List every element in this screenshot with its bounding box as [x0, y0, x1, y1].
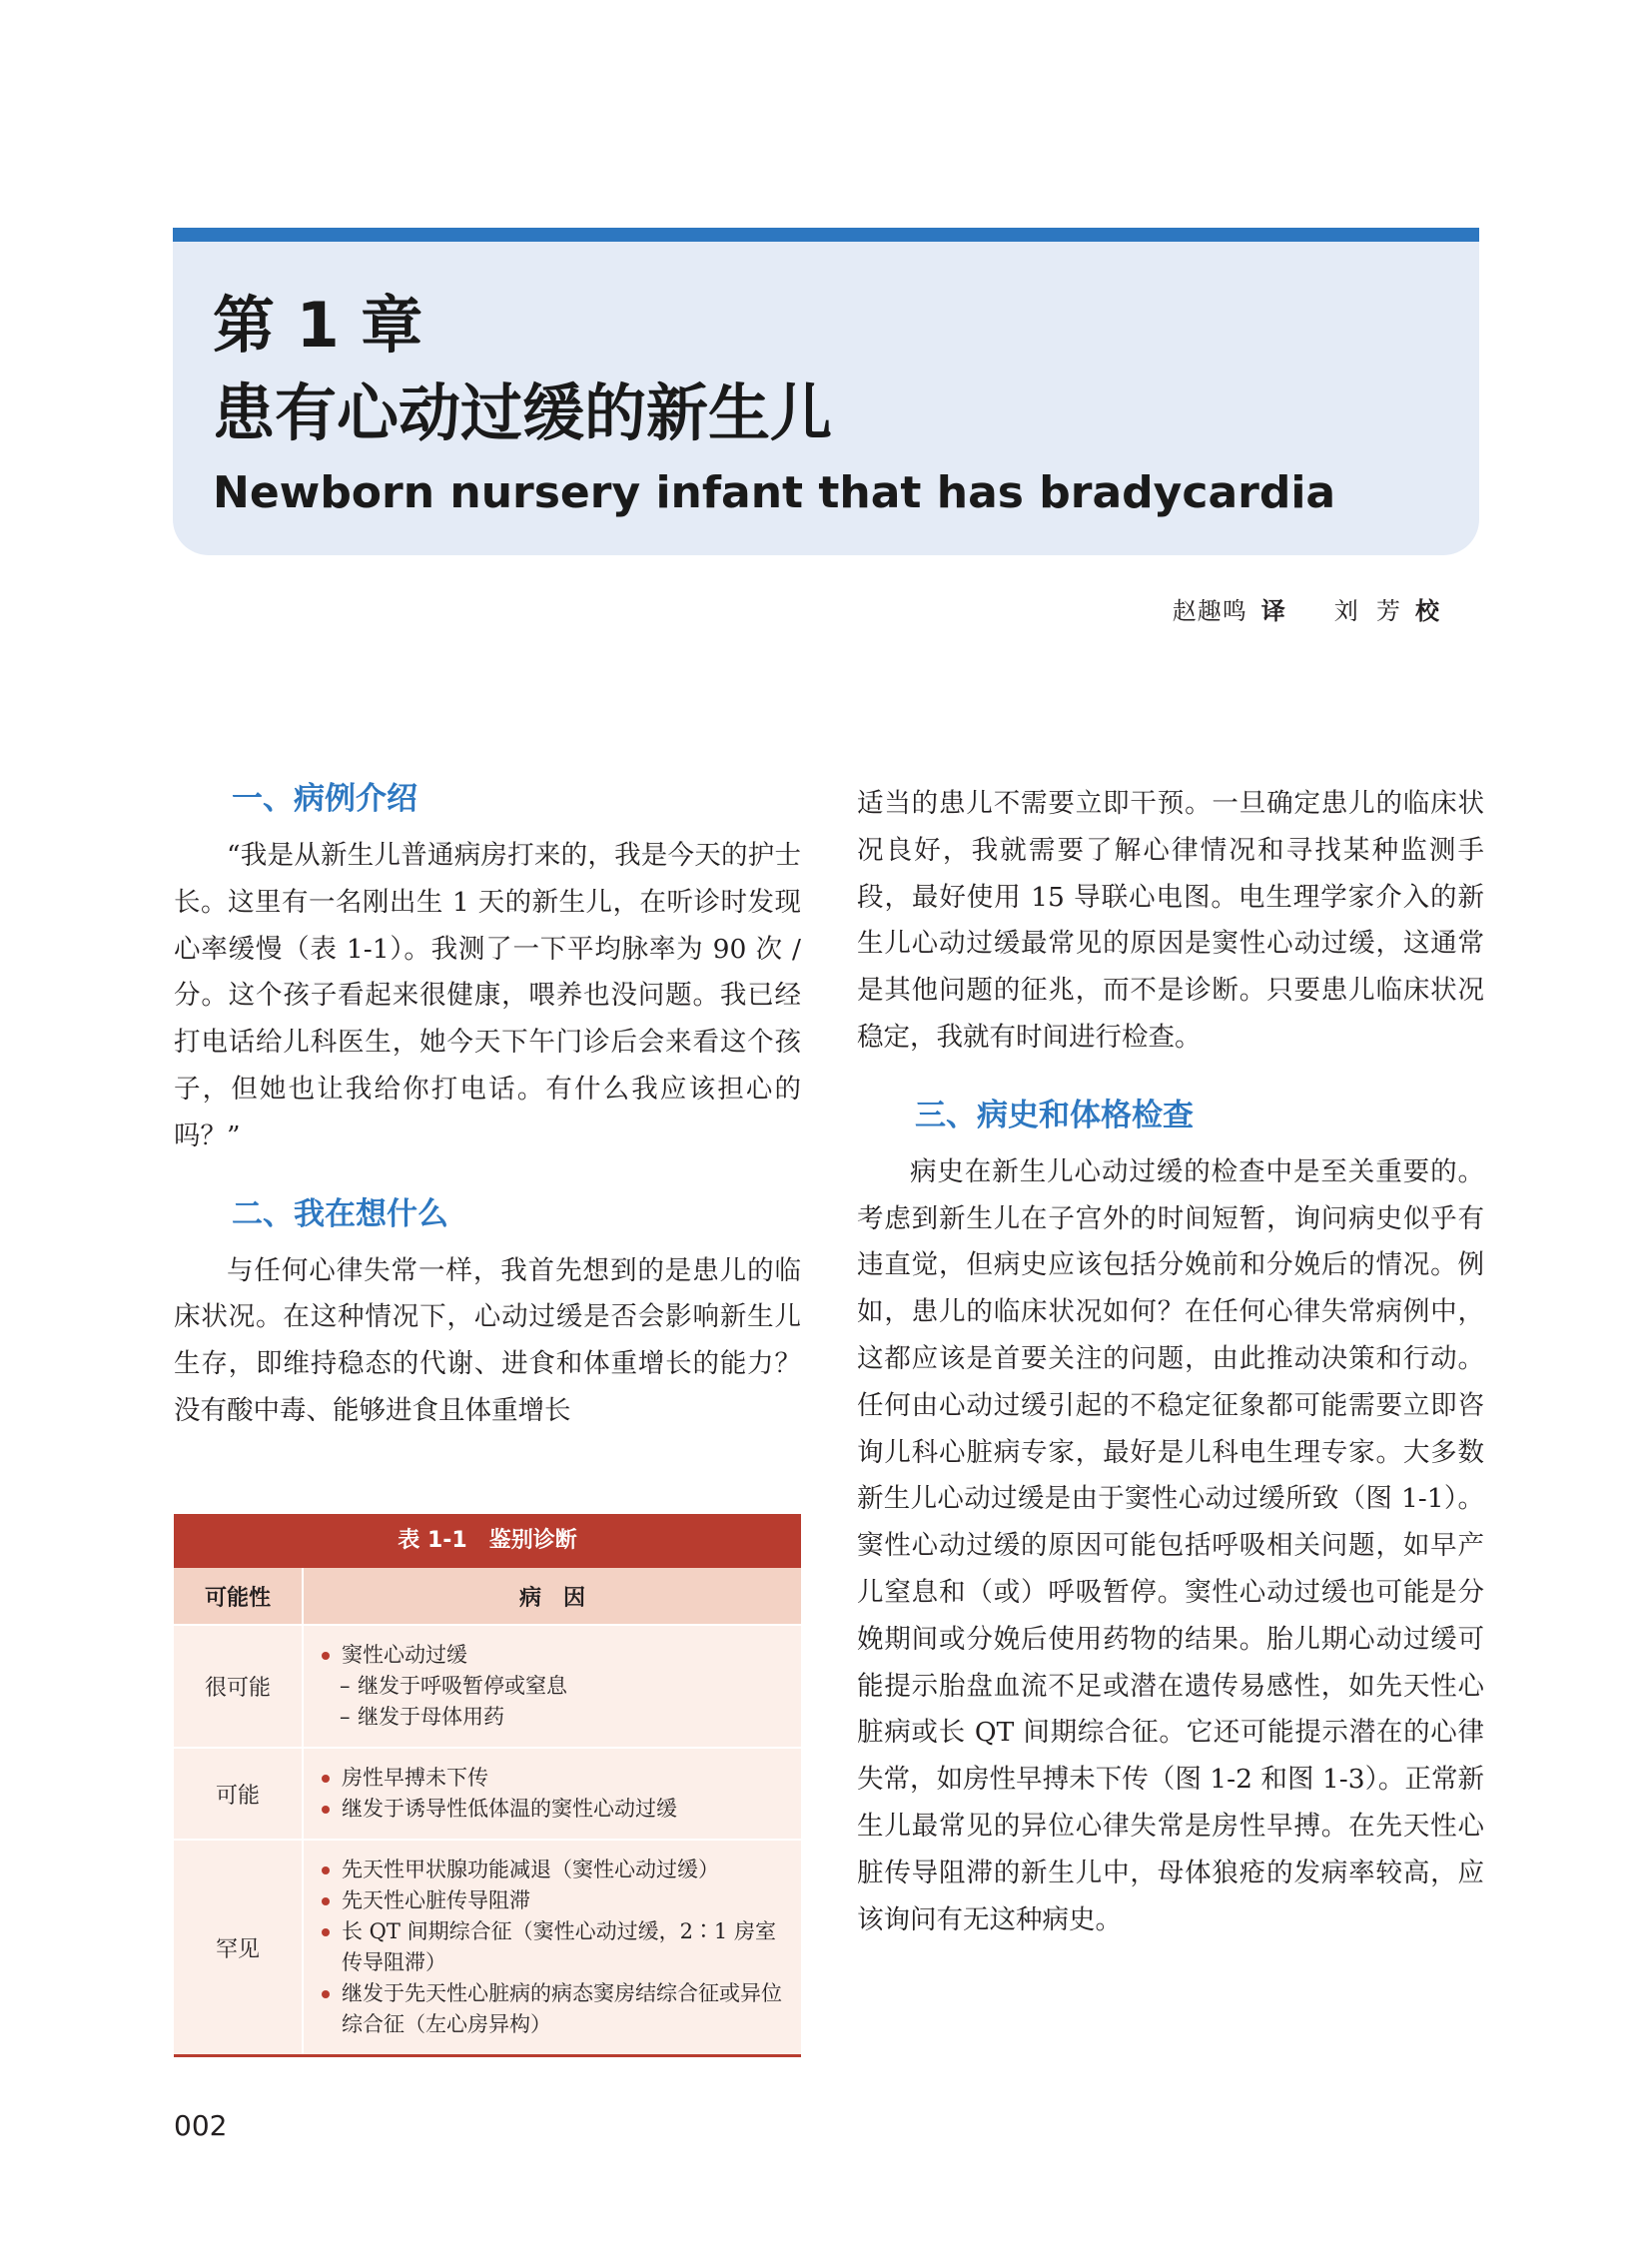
history-paragraph: 病史在新生儿心动过缓的检查中是至关重要的。考虑到新生儿在子宫外的时间短暂，询问病史似乎有违直觉，但病史应该包括分娩前和分娩后的情况。例如，患儿的临床状况如何？在任何心律失常病例中，这都应该是首要关注的问题，由此推动决策和行动。任何由心动过缓引起的不稳定征象都可能需要立即咨询儿科心脏病专家，最好是儿科电生理专家。大多数新生儿心动过缓是由于窦性心动过缓所致（图 1-1）。窦性心动过缓的原因可能包括呼吸相关问题，如早产儿窒息和（或）呼吸暂停。窦性心动过缓也可能是分娩期间或分娩后使用药物的结果。胎儿期心动过缓可能提示胎盘血流不足或潜在遗传易感性，如先天性心脏病或长 QT 间期综合征。它还可能提示潜在的心律失常，如房性早搏未下传（图 1-2 和图 1-3）。正常新生儿最常见的异位心律失常是房性早搏。在先天性心脏传导阻滞的新生儿中，母体狼疮的发病率较高，应该询问有无这种病史。 — [857, 1155, 1484, 1935]
cause-item: 先天性甲状腺功能减退（窦性心动过缓） — [318, 1855, 791, 1885]
cause-item: 先天性心脏传导阻滞 — [318, 1885, 791, 1916]
cause-item: 房性早搏未下传 — [318, 1763, 791, 1794]
credits-line — [1173, 591, 1440, 626]
header-cause: 病 因 — [303, 1568, 801, 1625]
cause-cell — [303, 1748, 801, 1840]
right-column — [857, 781, 1484, 1943]
title-top-bar — [173, 228, 1479, 242]
likelihood-cell: 罕见 — [174, 1840, 303, 2054]
section-heading-history: 三、病史和体格检查 — [915, 1097, 1194, 1133]
cause-subitem: – 继发于呼吸暂停或窒息 — [318, 1671, 791, 1702]
page-number: 002 — [174, 2109, 228, 2142]
table-bottom-rule — [174, 2054, 801, 2057]
section-heading-case: 一、病例介绍 — [232, 781, 417, 817]
cause-subitem: – 继发于母体用药 — [318, 1702, 791, 1733]
chapter-number: 第 1 章 — [213, 289, 423, 362]
chapter-title-panel — [173, 242, 1479, 555]
chapter-title-en: Newborn nursery infant that has bradycardia — [213, 467, 1336, 518]
cause-cell — [303, 1625, 801, 1748]
translator-role: 译 — [1260, 596, 1286, 625]
likelihood-cell: 很可能 — [174, 1625, 303, 1748]
diagnosis-table — [174, 1568, 801, 2054]
cause-item: 窦性心动过缓 — [318, 1640, 791, 1671]
cause-item: 长 QT 间期综合征（窦性心动过缓，2∶1 房室传导阻滞） — [318, 1916, 791, 1978]
table-row — [174, 1625, 801, 1748]
likelihood-cell: 可能 — [174, 1748, 303, 1840]
left-column — [174, 775, 801, 1435]
header-likelihood: 可能性 — [174, 1568, 303, 1625]
table-header-row — [174, 1568, 801, 1625]
cause-item: 继发于先天性心脏病的病态窦房结综合征或异位综合征（左心房异构） — [318, 1978, 791, 2040]
cause-item: 继发于诱导性低体温的窦性心动过缓 — [318, 1794, 791, 1825]
case-paragraph: “我是从新生儿普通病房打来的，我是今天的护士长。这里有一名刚出生 1 天的新生儿，在听诊时发现心率缓慢（表 1-1）。我测了一下平均脉率为 90 次 / 分。这个孩子看起来很健康，喂养也没问题。我已经打电话给儿科医生，她今天下午门诊后会来看这个孩子，但她也让我给你打电话。有什么我应该担心的吗？” — [174, 840, 801, 1151]
table-row — [174, 1840, 801, 2054]
reviewer-role: 校 — [1415, 596, 1440, 625]
reviewer-name: 刘 芳 — [1333, 597, 1401, 625]
translator-name: 赵趣鸣 — [1172, 597, 1247, 625]
table-caption: 表 1-1 鉴别诊断 — [174, 1514, 801, 1568]
thinking-paragraph-left: 与任何心律失常一样，我首先想到的是患儿的临床状况。在这种情况下，心动过缓是否会影响新生儿生存，即维持稳态的代谢、进食和体重增长的能力？没有酸中毒、能够进食且体重增长 — [174, 1254, 801, 1426]
table-row — [174, 1748, 801, 1840]
chapter-title-cn: 患有心动过缓的新生儿 — [213, 376, 833, 449]
cause-cell — [303, 1840, 801, 2054]
thinking-paragraph-right: 适当的患儿不需要立即干预。一旦确定患儿的临床状况良好，我就需要了解心律情况和寻找某种监测手段，最好使用 15 导联心电图。电生理学家介入的新生儿心动过缓最常见的原因是窦性心动过缓，这通常是其他问题的征兆，而不是诊断。只要患儿临床状况稳定，我就有时间进行检查。 — [857, 788, 1484, 1053]
section-heading-thinking: 二、我在想什么 — [232, 1195, 448, 1232]
differential-diagnosis-table — [174, 1514, 801, 2057]
